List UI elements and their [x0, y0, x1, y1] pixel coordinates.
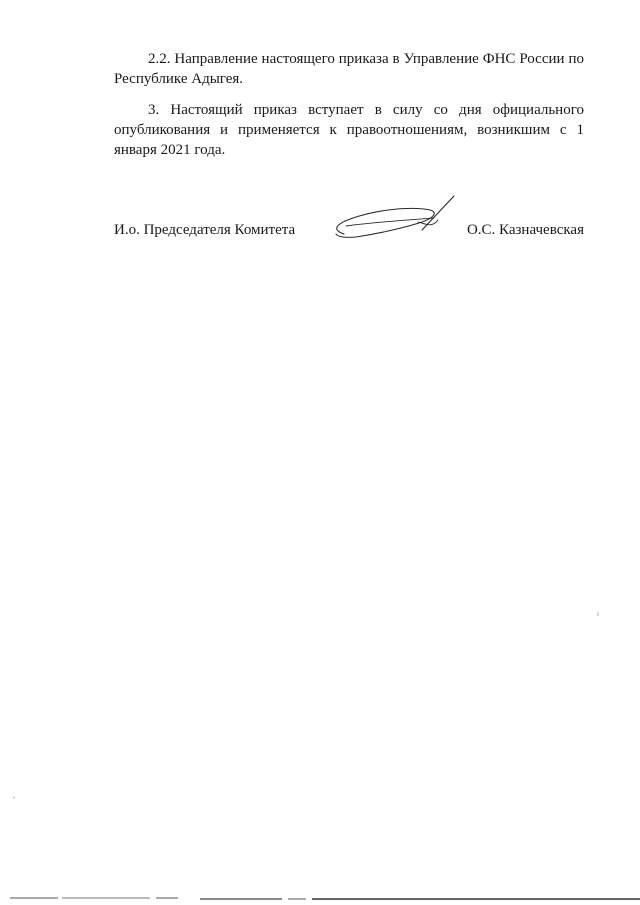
paragraph-3: 3. Настоящий приказ вступает в силу со дня официального опубликования и применяется к правоотношениям, возникшим с 1 января 2021 года.	[114, 102, 584, 158]
signatory-name: О.С. Казначевская	[466, 222, 584, 238]
paragraph-2-2: 2.2. Направление настоящего приказа в Управление ФНС России по Республике Адыгея.	[114, 51, 584, 87]
signatory-title: И.о. Председателя Комитета	[114, 222, 296, 238]
handwritten-signature	[326, 190, 462, 252]
